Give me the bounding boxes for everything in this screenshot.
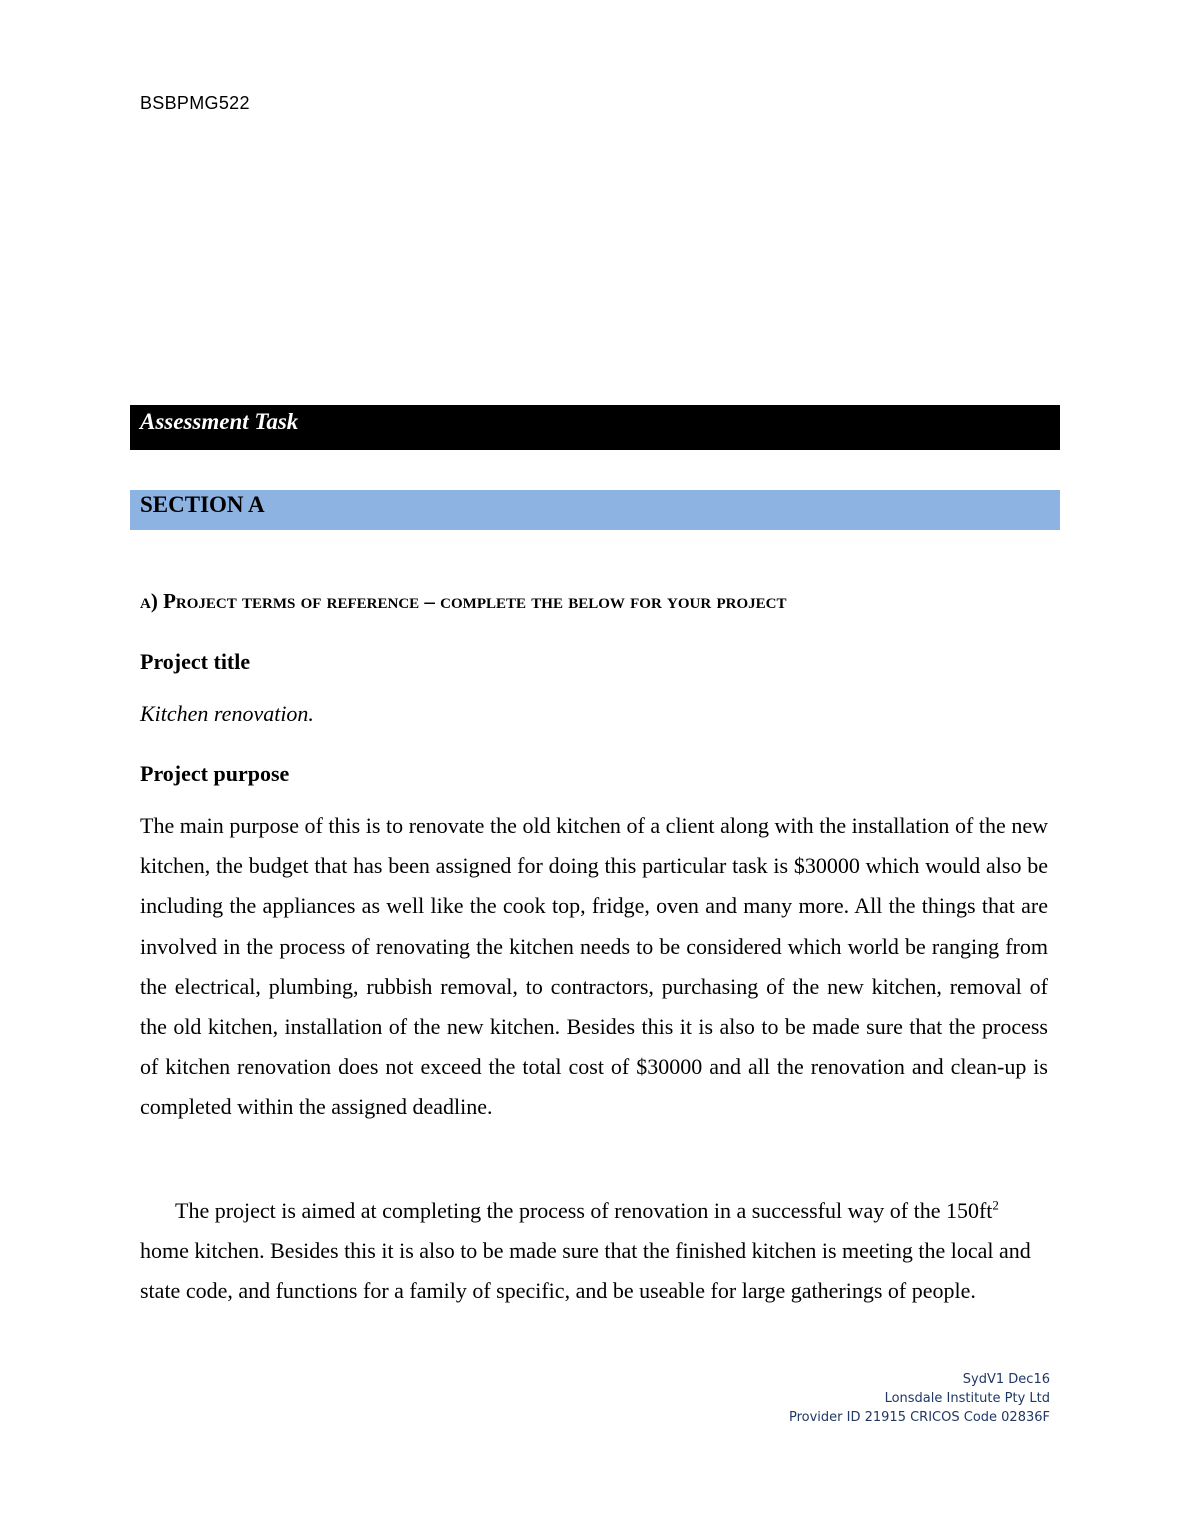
footer-version: SydV1 Dec16 bbox=[962, 1372, 1050, 1387]
assessment-task-label: Assessment Task bbox=[140, 409, 299, 434]
footer-institute: Lonsdale Institute Pty Ltd bbox=[884, 1391, 1050, 1406]
document-code: BSBPMG522 bbox=[140, 93, 250, 113]
page-footer bbox=[789, 1370, 1050, 1427]
purpose-paragraph-2-start: The project is aimed at completing the process of renovation in a successful way of the 150ft bbox=[175, 1198, 993, 1223]
section-label: SECTION A bbox=[140, 492, 265, 517]
assessment-task-banner bbox=[130, 405, 1060, 450]
purpose-paragraph-2-end: home kitchen. Besides this it is also to be made sure that the finished kitchen is meeting the local and state code, and functions for a family of specific, and be useable for large gatherings of people. bbox=[140, 1238, 1031, 1304]
project-purpose-label: Project purpose bbox=[140, 761, 290, 786]
superscript-exponent: 2 bbox=[992, 1197, 999, 1213]
project-title-value: Kitchen renovation. bbox=[140, 701, 314, 726]
purpose-paragraph-2 bbox=[140, 1191, 1048, 1312]
purpose-paragraph-1: The main purpose of this is to renovate the old kitchen of a client along with the installation of the new kitchen, the budget that has been assigned for doing this particular task is $30000 which would also be including the appliances as well like the cook top, fridge, oven and many more. All the things that are involved in the process of renovating the kitchen needs to be considered which world be ranging from the electrical, plumbing, rubbish removal, to contractors, purchasing of the new kitchen, removal of the old kitchen, installation of the new kitchen. Besides this it is also to be made sure that the process of kitchen renovation does not exceed the total cost of $30000 and all the renovation and clean-up is completed within the assigned deadline. bbox=[140, 813, 1048, 1120]
footer-provider: Provider ID 21915 CRICOS Code 02836F bbox=[788, 1410, 1050, 1425]
terms-of-reference-heading: a) Project terms of reference – complete the below for your project bbox=[140, 589, 787, 613]
project-title-label: Project title bbox=[140, 649, 251, 674]
section-banner bbox=[130, 490, 1060, 530]
